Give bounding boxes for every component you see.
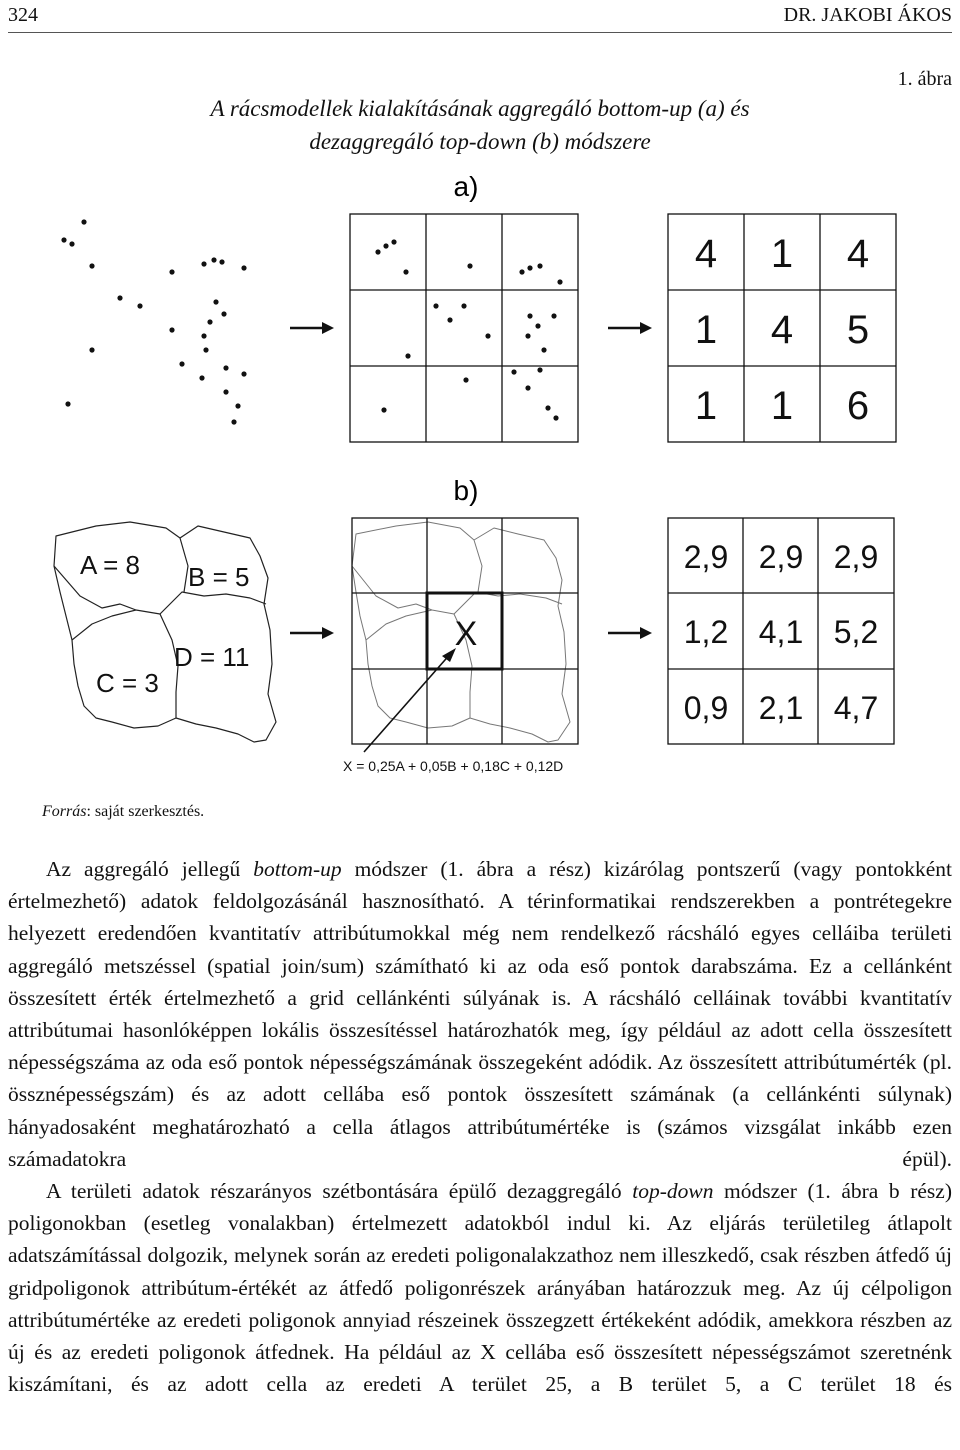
page-header xyxy=(8,0,952,33)
value-cell: 5,2 xyxy=(833,614,879,650)
value-cell: 4,7 xyxy=(833,690,879,726)
figure-title-line-1: A rácsmodellek kialakításának aggregáló bottom-up (a) és xyxy=(210,96,750,121)
arrow-a1 xyxy=(290,322,334,334)
arrow-b2 xyxy=(608,627,652,639)
paragraph-1-part-1: Az aggregáló jellegű xyxy=(46,857,254,881)
count-cell: 4 xyxy=(694,232,718,276)
pointer-arrow xyxy=(364,648,456,752)
figure-diagram xyxy=(0,160,960,800)
count-cell: 4 xyxy=(846,232,870,276)
gridded-points xyxy=(375,239,562,420)
caption-prefix: Forrás xyxy=(42,803,87,820)
caption-rest: : saját szerkesztés. xyxy=(86,803,205,820)
count-cell: 1 xyxy=(770,384,794,428)
page-number: 324 xyxy=(8,4,38,26)
paragraph-1-term: bottom-up xyxy=(253,857,342,881)
region-label-c: C = 3 xyxy=(96,668,159,698)
value-cell: 4,1 xyxy=(758,614,804,650)
paragraph-1-part-2: módszer (1. ábra a rész) kizárólag pontszerű (vagy pontokként értelmezhető) adatok feldolgozásánál hasznosítható. A térinformatikai rendszerekben a pontrétegekre helyezett eredendően kvantitatív attribútumokkal még nem rendelkező rácsháló egyes celláiba területi aggregáló metszéssel (spatial join/sum) számítható ki az oda eső pontok darabszáma. Ez a cellánként összesített érték értelmezhető a grid cellánkénti súlyának is. A rácsháló celláinak további kvantitatív attribútumai hasonlóképpen lokális összesítéssel határozhatók meg, így például az adott cella összesített népességszáma az oda eső pontok népességszámának összegeként adódik. Az összesített attribútumérték (pl. össznépességszám) és az adott cellába eső pontok összesített számának (a cellánkénti súlynak) hányadosaként meghatározható a cella átlagos attribútumértéke is (számos vizsgálat inkább ezen számadatokra épül). xyxy=(8,857,952,1171)
body-text xyxy=(8,853,952,1400)
count-cell: 6 xyxy=(846,384,870,428)
value-cell: 1,2 xyxy=(683,614,729,650)
count-cell: 1 xyxy=(694,384,718,428)
count-cell: 5 xyxy=(846,308,870,352)
raw-points xyxy=(61,219,246,424)
count-cell: 1 xyxy=(770,232,794,276)
panel-b-label: b) xyxy=(453,475,479,506)
paragraph-2-part-2: módszer (1. ábra b rész) poligonokban (esetleg vonalakban) értelmezett adatokból indul ki. Az eljárás területileg átlapolt adatszámítással dolgozik, melynek során az eredeti poligonalakzathoz nem illeszkedő, csak részben átfedő új gridpoligonok attribútum-értékét az átfedő poligonrészek arányában határozzuk meg. Az új célpoligon attribútumértéke az eredeti poligonok annyiad részeinek összegzett értékeként adódik, amekkora részben az új és az eredeti poligonok átfednek. Ha például az X cellába eső összesített népességszámot szeretnénk kiszámítani, és az adott cella az eredeti A terület 25, a B terület 5, a C terület 18 és xyxy=(8,1179,952,1397)
formula: X = 0,25A + 0,05B + 0,18C + 0,12D xyxy=(343,758,564,774)
value-cell: 2,9 xyxy=(683,539,729,575)
paragraph-2 xyxy=(8,1175,952,1400)
value-cell: 2,9 xyxy=(833,539,879,575)
region-label-a: A = 8 xyxy=(80,550,140,580)
figure-caption xyxy=(42,803,204,821)
figure-label: 1. ábra xyxy=(897,68,952,90)
running-head: DR. JAKOBI ÁKOS xyxy=(783,4,952,26)
arrow-b1 xyxy=(290,627,334,639)
figure-title xyxy=(100,92,860,158)
value-cell: 2,1 xyxy=(758,690,804,726)
count-cell: 1 xyxy=(694,308,718,352)
figure-title-line-2: dezaggregáló top-down (b) módszere xyxy=(309,129,651,154)
region-label-b: B = 5 xyxy=(188,562,250,592)
count-cell: 4 xyxy=(770,308,794,352)
region-label-d: D = 11 xyxy=(174,642,250,672)
panel-a-label: a) xyxy=(453,171,479,202)
paragraph-1 xyxy=(8,853,952,1175)
paragraph-2-term: top-down xyxy=(632,1179,714,1204)
cell-x-label: X xyxy=(454,615,478,653)
paragraph-2-part-1: A területi adatok részarányos szétbontására épülő dezaggregáló xyxy=(46,1179,633,1204)
value-cell: 2,9 xyxy=(758,539,804,575)
arrow-a2 xyxy=(608,322,652,334)
value-cell: 0,9 xyxy=(683,690,729,726)
